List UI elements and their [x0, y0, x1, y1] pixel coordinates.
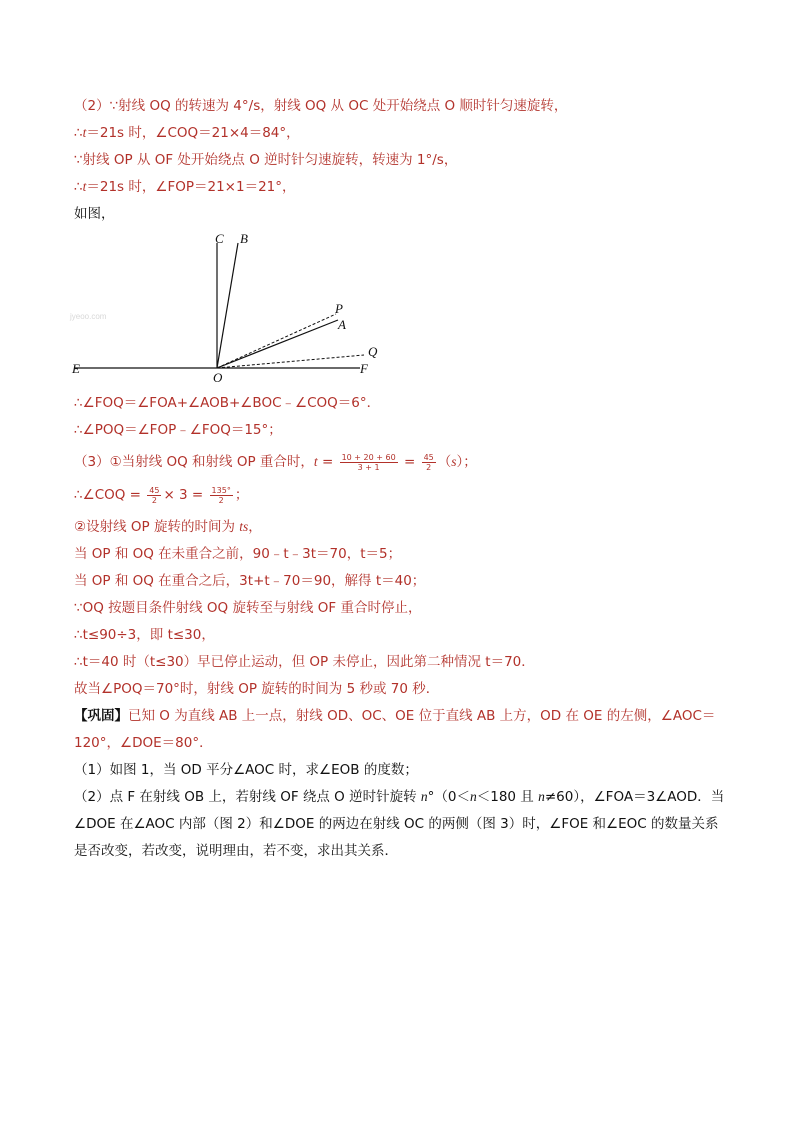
label-C: C	[215, 231, 224, 246]
therefore-symbol: ∴	[74, 125, 83, 141]
var-ts: ts	[239, 519, 249, 534]
text: ∴∠POQ＝∠FOP﹣∠FOQ＝15°；	[74, 422, 282, 438]
angle-figure	[60, 225, 400, 390]
solution-part3-line8	[74, 652, 535, 672]
text: °（0＜	[427, 789, 470, 805]
solution-part3-line9	[74, 679, 439, 699]
label-Q: Q	[368, 344, 378, 359]
ray-OA	[217, 320, 338, 368]
paren-close: ）；	[456, 454, 477, 470]
text: ≠60），∠FOA＝3∠AOD．当	[544, 789, 725, 805]
text: 120°，∠DOE＝80°．	[74, 735, 213, 751]
text: ＜180 且	[476, 789, 539, 805]
numerator: 45	[423, 452, 434, 462]
solution-part2-line2	[74, 123, 300, 143]
equals: =	[317, 454, 338, 470]
text: × 3 =	[163, 487, 208, 503]
label-A: A	[338, 317, 346, 332]
watermark: jyeoo.com	[70, 312, 107, 321]
var-n: n	[538, 789, 545, 804]
var-n: n	[469, 789, 477, 804]
fraction	[147, 486, 161, 505]
consolidate-q2-line1	[74, 787, 724, 807]
text: 已知 O 为直线 AB 上一点，射线 OD、OC、OE 位于直线 AB 上方，OD 在 OE 的左侧，∠AOC＝	[128, 708, 716, 724]
text: 当 OP 和 OQ 在未重合之前，90﹣t﹣3t＝70，t＝5；	[74, 546, 402, 562]
text: ②设射线 OP 旋转的时间为	[74, 519, 240, 535]
consolidate-q2-line2	[74, 814, 719, 834]
denominator: 3 + 1	[357, 462, 380, 472]
fraction	[422, 453, 436, 472]
label-B: B	[240, 231, 248, 246]
denominator: 2	[218, 495, 224, 505]
paren-open: （	[437, 454, 452, 470]
text: （3）①当射线 OQ 和射线 OP 重合时，	[74, 454, 314, 470]
text: ∵OQ 按题目条件射线 OQ 旋转至与射线 OF 重合时停止，	[74, 600, 422, 616]
var-t: t	[82, 125, 87, 140]
equals: =	[399, 454, 420, 470]
label-P: P	[335, 301, 343, 316]
numerator: 10 + 20 + 60	[341, 452, 396, 462]
text: ∴∠FOQ＝∠FOA+∠AOB+∠BOC﹣∠COQ＝6°．	[74, 395, 381, 411]
solution-part2-line1	[74, 96, 567, 116]
consolidate-line2	[74, 733, 213, 753]
text: ，	[248, 519, 262, 535]
text: 当 OP 和 OQ 在重合之后，3t+t﹣70＝90，解得 t＝40；	[74, 573, 426, 589]
solution-part2-line3	[74, 150, 457, 170]
solution-line7	[74, 420, 282, 440]
solution-part3-line6	[74, 598, 421, 618]
solution-part3-line1	[74, 448, 477, 476]
text: 是否改变，若改变，说明理由，若不变，求出其关系．	[74, 843, 398, 859]
solution-part3-line4	[74, 544, 401, 564]
ray-OB	[217, 243, 238, 368]
solution-part2-line4	[74, 177, 296, 197]
text: ∠DOE 在∠AOC 内部（图 2）和∠DOE 的两边在射线 OC 的两侧（图 3）时，∠FOE 和∠EOC 的数量关系	[74, 816, 719, 832]
text: ＝21s 时，∠COQ＝21×4＝84°，	[86, 125, 300, 141]
solution-line6	[74, 393, 380, 413]
consolidate-q1	[74, 760, 418, 780]
denominator: 2	[151, 495, 157, 505]
therefore-symbol: ∴	[74, 179, 83, 195]
text: ∴t＝40 时（t≤30）早已停止运动，但 OP 未停止，因此第二种情况 t＝70．	[74, 654, 535, 670]
var-t: t	[313, 454, 318, 469]
text: （1）如图 1，当 OD 平分∠AOC 时，求∠EOB 的度数；	[74, 762, 418, 778]
label-E: E	[72, 361, 80, 376]
fraction	[210, 486, 233, 505]
numerator: 45	[149, 485, 160, 495]
label-F: F	[360, 361, 368, 376]
text: ＝21s 时，∠FOP＝21×1＝21°，	[86, 179, 296, 195]
text: ；	[234, 487, 249, 503]
text: 故当∠POQ＝70°时，射线 OP 旋转的时间为 5 秒或 70 秒．	[74, 681, 440, 697]
text: （2）∵射线 OQ 的转速为 4°/s，射线 OQ 从 OC 处开始绕点 O 顺时针匀速旋转，	[74, 98, 568, 114]
solution-part3-line5	[74, 571, 425, 591]
text: （2）点 F 在射线 OB 上，若射线 OF 绕点 O 逆时针旋转	[74, 789, 421, 805]
ray-OQ	[217, 355, 364, 368]
var-n: n	[420, 789, 428, 804]
var-t: t	[82, 179, 87, 194]
denominator: 2	[426, 462, 432, 472]
label-O: O	[213, 370, 223, 385]
fraction	[340, 453, 398, 472]
consolidate-q2-line3	[74, 841, 398, 861]
solution-part3-line7	[74, 625, 215, 645]
text: ∴t≤90÷3，即 t≤30，	[74, 627, 215, 643]
as-figure-line	[74, 204, 115, 224]
text: ∴∠COQ =	[74, 487, 146, 503]
numerator: 135°	[211, 485, 231, 495]
unit-s: s	[451, 454, 457, 469]
ray-OP	[217, 314, 336, 368]
consolidate-heading: 【巩固】	[74, 708, 128, 724]
solution-part3-line3	[74, 517, 262, 537]
text: ∵射线 OP 从 OF 处开始绕点 O 逆时针匀速旋转，转速为 1°/s，	[74, 152, 458, 168]
consolidate-line1	[74, 706, 715, 726]
solution-part3-line2	[74, 481, 248, 509]
text: 如图，	[74, 206, 115, 222]
